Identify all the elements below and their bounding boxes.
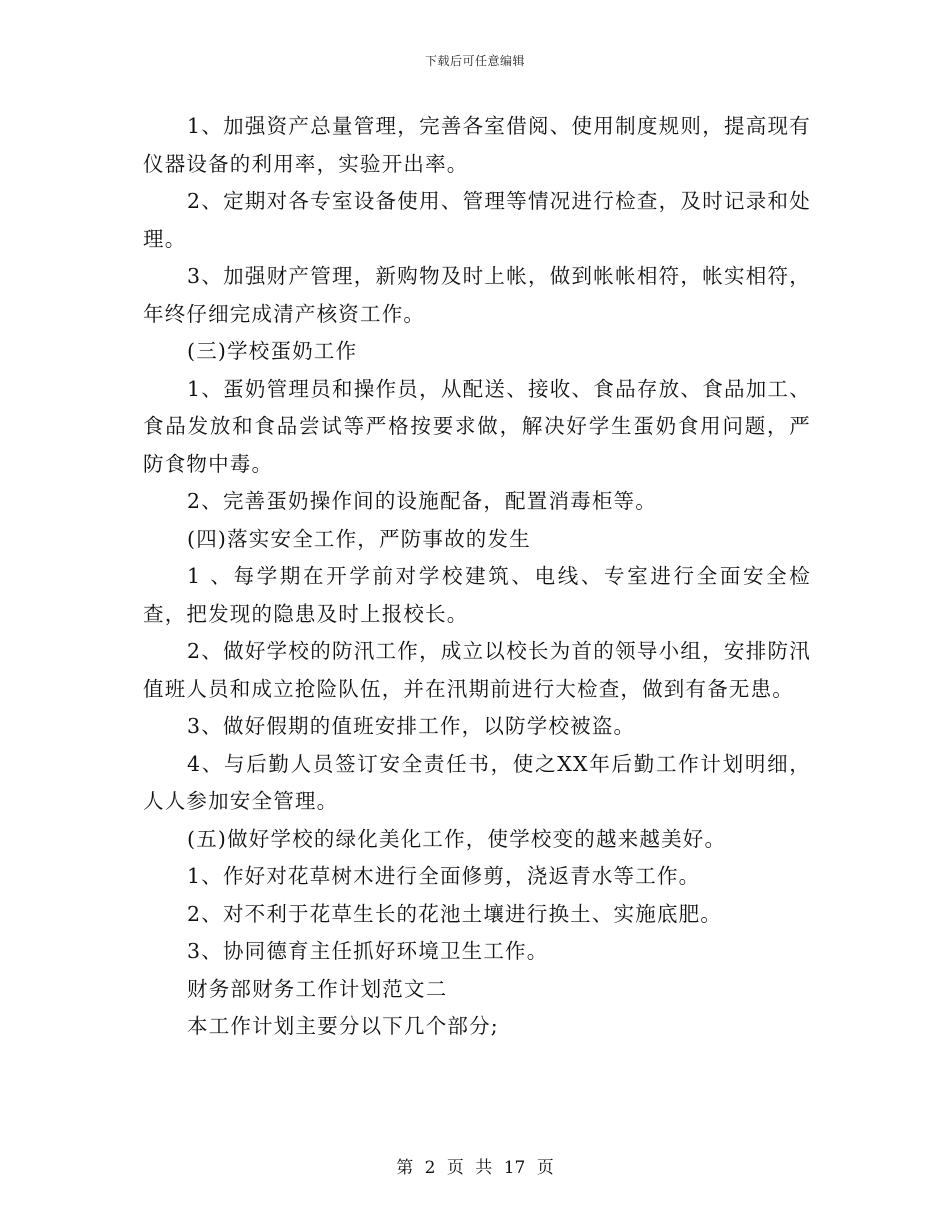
paragraph-flood-prevention: 2、做好学校的防汛工作，成立以校长为首的领导小组，安排防汛值班人员和成立抢险队伍，并在汛期前进行大检查，做到有备无患。 [143,639,811,701]
section-heading-finance-plan: 财务部财务工作计划范文二 [187,976,448,1001]
paragraph-pruning: 1、作好对花草树木进行全面修剪，浇返青水等工作。 [187,864,701,888]
paragraph-plan-intro: 本工作计划主要分以下几个部分; [187,1014,499,1038]
page-header: 下载后可任意编辑 [424,54,525,68]
paragraph-holiday-duty: 3、做好假期的值班安排工作，以防学校被盗。 [187,714,636,738]
paragraph-egg-milk-facilities: 2、完善蛋奶操作间的设施配备，配置消毒柜等。 [187,489,657,513]
paragraph-egg-milk-staff: 1、蛋奶管理员和操作员，从配送、接收、食品存放、食品加工、食品发放和食品尝试等严格按要求做，解决好学生蛋奶食用问题，严防食物中毒。 [143,376,811,476]
paragraph-equipment-inspection: 2、定期对各专室设备使用、管理等情况进行检查，及时记录和处理。 [143,189,811,251]
paragraph-property-management: 3、加强财产管理，新购物及时上帐，做到帐帐相符，帐实相符，年终仔细完成清产核资工作。 [143,264,811,326]
paragraph-asset-management: 1、加强资产总量管理，完善各室借阅、使用制度规则，提高现有仪器设备的利用率，实验开出率。 [143,114,811,176]
paragraph-safety-inspection: 1 、每学期在开学前对学校建筑、电线、专室进行全面安全检查，把发现的隐患及时上报校长。 [143,564,811,626]
document-body [143,108,811,1046]
paragraph-safety-responsibility: 4、与后勤人员签订安全责任书，使之XX年后勤工作计划明细，人人参加安全管理。 [143,751,811,813]
section-heading-greening: (五)做好学校的绿化美化工作，使学校变的越来越美好。 [187,826,727,851]
paragraph-environment-hygiene: 3、协同德育主任抓好环境卫生工作。 [187,939,549,963]
section-heading-safety: (四)落实安全工作，严防事故的发生 [187,526,531,551]
section-heading-egg-milk: (三)学校蛋奶工作 [187,339,358,363]
paragraph-soil-replacement: 2、对不利于花草生长的花池土壤进行换土、实施底肥。 [187,901,723,926]
page-footer: 第 2 页 共 17 页 [396,1158,554,1178]
